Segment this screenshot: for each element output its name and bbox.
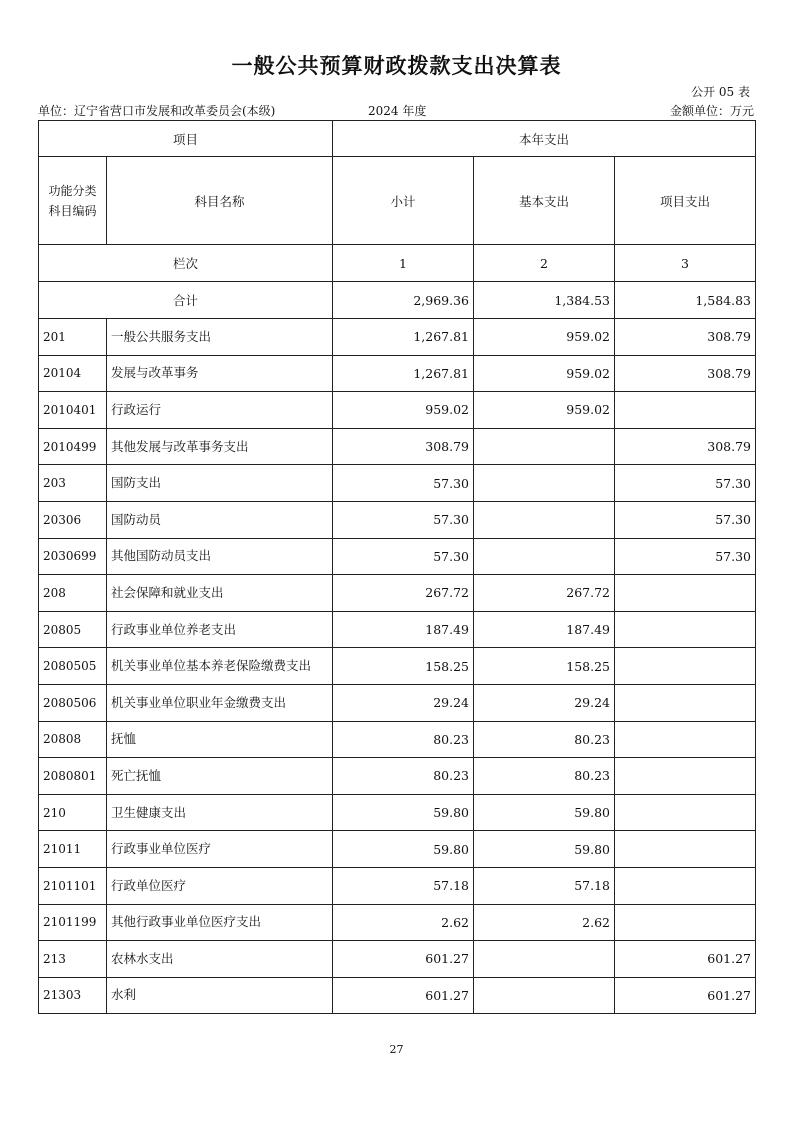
row-basic bbox=[474, 941, 615, 978]
row-name: 国防支出 bbox=[107, 465, 333, 502]
row-subtotal: 1,267.81 bbox=[333, 319, 474, 356]
row-code: 2101101 bbox=[39, 867, 107, 904]
row-code: 2080506 bbox=[39, 684, 107, 721]
row-basic: 158.25 bbox=[474, 648, 615, 685]
row-project bbox=[615, 758, 756, 795]
row-name: 其他国防动员支出 bbox=[107, 538, 333, 575]
row-name: 行政事业单位医疗 bbox=[107, 831, 333, 868]
table-row bbox=[39, 538, 756, 575]
year-label: 2024 年度 bbox=[368, 104, 427, 118]
table-row bbox=[39, 611, 756, 648]
header-current-year-expense: 本年支出 bbox=[333, 121, 756, 157]
total-row bbox=[39, 282, 756, 319]
table-row bbox=[39, 904, 756, 941]
row-code: 2030699 bbox=[39, 538, 107, 575]
row-basic: 267.72 bbox=[474, 575, 615, 612]
header-row-1 bbox=[39, 121, 756, 157]
row-name: 机关事业单位基本养老保险缴费支出 bbox=[107, 648, 333, 685]
row-project bbox=[615, 904, 756, 941]
row-project: 601.27 bbox=[615, 977, 756, 1014]
row-subtotal: 158.25 bbox=[333, 648, 474, 685]
column-index-label: 栏次 bbox=[39, 245, 333, 282]
row-project: 57.30 bbox=[615, 538, 756, 575]
header-row-index bbox=[39, 245, 756, 282]
row-basic bbox=[474, 977, 615, 1014]
row-subtotal: 29.24 bbox=[333, 684, 474, 721]
total-label: 合计 bbox=[39, 282, 333, 319]
total-project: 1,584.83 bbox=[615, 282, 756, 319]
column-index-3: 3 bbox=[615, 245, 756, 282]
header-item: 项目 bbox=[39, 121, 333, 157]
row-code: 21303 bbox=[39, 977, 107, 1014]
row-project: 308.79 bbox=[615, 319, 756, 356]
row-subtotal: 187.49 bbox=[333, 611, 474, 648]
header-subtotal: 小计 bbox=[333, 157, 474, 245]
row-basic: 959.02 bbox=[474, 319, 615, 356]
row-name: 机关事业单位职业年金缴费支出 bbox=[107, 684, 333, 721]
row-project: 57.30 bbox=[615, 465, 756, 502]
form-code: 公开 05 表 bbox=[691, 85, 750, 99]
row-basic bbox=[474, 501, 615, 538]
row-basic bbox=[474, 538, 615, 575]
table-row bbox=[39, 794, 756, 831]
row-code: 20805 bbox=[39, 611, 107, 648]
row-name: 一般公共服务支出 bbox=[107, 319, 333, 356]
row-basic: 59.80 bbox=[474, 831, 615, 868]
row-project: 308.79 bbox=[615, 355, 756, 392]
header-func-code bbox=[39, 157, 107, 245]
row-project: 601.27 bbox=[615, 941, 756, 978]
row-project bbox=[615, 648, 756, 685]
row-project bbox=[615, 831, 756, 868]
row-subtotal: 1,267.81 bbox=[333, 355, 474, 392]
table-row bbox=[39, 721, 756, 758]
header-subject-name: 科目名称 bbox=[107, 157, 333, 245]
row-basic: 959.02 bbox=[474, 355, 615, 392]
header-project-expense: 项目支出 bbox=[615, 157, 756, 245]
row-name: 行政单位医疗 bbox=[107, 867, 333, 904]
row-basic: 959.02 bbox=[474, 392, 615, 429]
row-subtotal: 57.18 bbox=[333, 867, 474, 904]
header-basic-expense: 基本支出 bbox=[474, 157, 615, 245]
row-project bbox=[615, 721, 756, 758]
row-project bbox=[615, 575, 756, 612]
row-name: 卫生健康支出 bbox=[107, 794, 333, 831]
row-subtotal: 601.27 bbox=[333, 941, 474, 978]
table-row bbox=[39, 867, 756, 904]
header-func-code-line2: 科目编码 bbox=[48, 203, 97, 218]
table-row bbox=[39, 575, 756, 612]
row-name: 水利 bbox=[107, 977, 333, 1014]
row-project bbox=[615, 684, 756, 721]
column-index-1: 1 bbox=[333, 245, 474, 282]
row-basic: 57.18 bbox=[474, 867, 615, 904]
row-subtotal: 59.80 bbox=[333, 831, 474, 868]
row-name: 行政事业单位养老支出 bbox=[107, 611, 333, 648]
row-code: 213 bbox=[39, 941, 107, 978]
table-row bbox=[39, 392, 756, 429]
row-project bbox=[615, 611, 756, 648]
row-project bbox=[615, 867, 756, 904]
table-row bbox=[39, 758, 756, 795]
table-row bbox=[39, 648, 756, 685]
row-subtotal: 959.02 bbox=[333, 392, 474, 429]
row-code: 21011 bbox=[39, 831, 107, 868]
row-name: 发展与改革事务 bbox=[107, 355, 333, 392]
row-name: 其他行政事业单位医疗支出 bbox=[107, 904, 333, 941]
row-subtotal: 57.30 bbox=[333, 465, 474, 502]
row-subtotal: 2.62 bbox=[333, 904, 474, 941]
table-row bbox=[39, 831, 756, 868]
row-basic: 187.49 bbox=[474, 611, 615, 648]
header-func-code-line1: 功能分类 bbox=[48, 183, 97, 198]
row-subtotal: 80.23 bbox=[333, 721, 474, 758]
row-name: 国防动员 bbox=[107, 501, 333, 538]
row-project: 57.30 bbox=[615, 501, 756, 538]
meta-row bbox=[38, 102, 754, 118]
page-number: 27 bbox=[389, 1043, 404, 1056]
total-subtotal: 2,969.36 bbox=[333, 282, 474, 319]
row-code: 2010401 bbox=[39, 392, 107, 429]
row-name: 农林水支出 bbox=[107, 941, 333, 978]
expenditure-table bbox=[38, 120, 756, 1014]
table-row bbox=[39, 684, 756, 721]
row-code: 210 bbox=[39, 794, 107, 831]
row-code: 203 bbox=[39, 465, 107, 502]
row-basic: 29.24 bbox=[474, 684, 615, 721]
row-name: 行政运行 bbox=[107, 392, 333, 429]
row-name: 社会保障和就业支出 bbox=[107, 575, 333, 612]
header-row-2 bbox=[39, 157, 756, 245]
row-code: 20808 bbox=[39, 721, 107, 758]
unit-label: 单位：辽宁省营口市发展和改革委员会(本级) bbox=[38, 104, 276, 118]
row-basic: 2.62 bbox=[474, 904, 615, 941]
row-basic: 80.23 bbox=[474, 721, 615, 758]
row-subtotal: 57.30 bbox=[333, 501, 474, 538]
table-row bbox=[39, 977, 756, 1014]
row-subtotal: 80.23 bbox=[333, 758, 474, 795]
total-basic: 1,384.53 bbox=[474, 282, 615, 319]
row-subtotal: 601.27 bbox=[333, 977, 474, 1014]
row-code: 2010499 bbox=[39, 428, 107, 465]
column-index-2: 2 bbox=[474, 245, 615, 282]
row-basic: 59.80 bbox=[474, 794, 615, 831]
row-code: 2101199 bbox=[39, 904, 107, 941]
row-code: 201 bbox=[39, 319, 107, 356]
row-name: 抚恤 bbox=[107, 721, 333, 758]
table-row bbox=[39, 941, 756, 978]
row-basic bbox=[474, 465, 615, 502]
row-code: 2080801 bbox=[39, 758, 107, 795]
table-row bbox=[39, 465, 756, 502]
table-row bbox=[39, 501, 756, 538]
row-project: 308.79 bbox=[615, 428, 756, 465]
row-project bbox=[615, 794, 756, 831]
row-basic bbox=[474, 428, 615, 465]
row-subtotal: 308.79 bbox=[333, 428, 474, 465]
row-name: 死亡抚恤 bbox=[107, 758, 333, 795]
row-subtotal: 267.72 bbox=[333, 575, 474, 612]
page-title: 一般公共预算财政拨款支出决算表 bbox=[231, 54, 562, 78]
table-row bbox=[39, 319, 756, 356]
row-subtotal: 57.30 bbox=[333, 538, 474, 575]
row-basic: 80.23 bbox=[474, 758, 615, 795]
row-name: 其他发展与改革事务支出 bbox=[107, 428, 333, 465]
amount-unit-label: 金额单位：万元 bbox=[669, 104, 754, 118]
row-code: 2080505 bbox=[39, 648, 107, 685]
table-row bbox=[39, 355, 756, 392]
row-subtotal: 59.80 bbox=[333, 794, 474, 831]
row-code: 20104 bbox=[39, 355, 107, 392]
table-row bbox=[39, 428, 756, 465]
row-code: 208 bbox=[39, 575, 107, 612]
row-project bbox=[615, 392, 756, 429]
row-code: 20306 bbox=[39, 501, 107, 538]
